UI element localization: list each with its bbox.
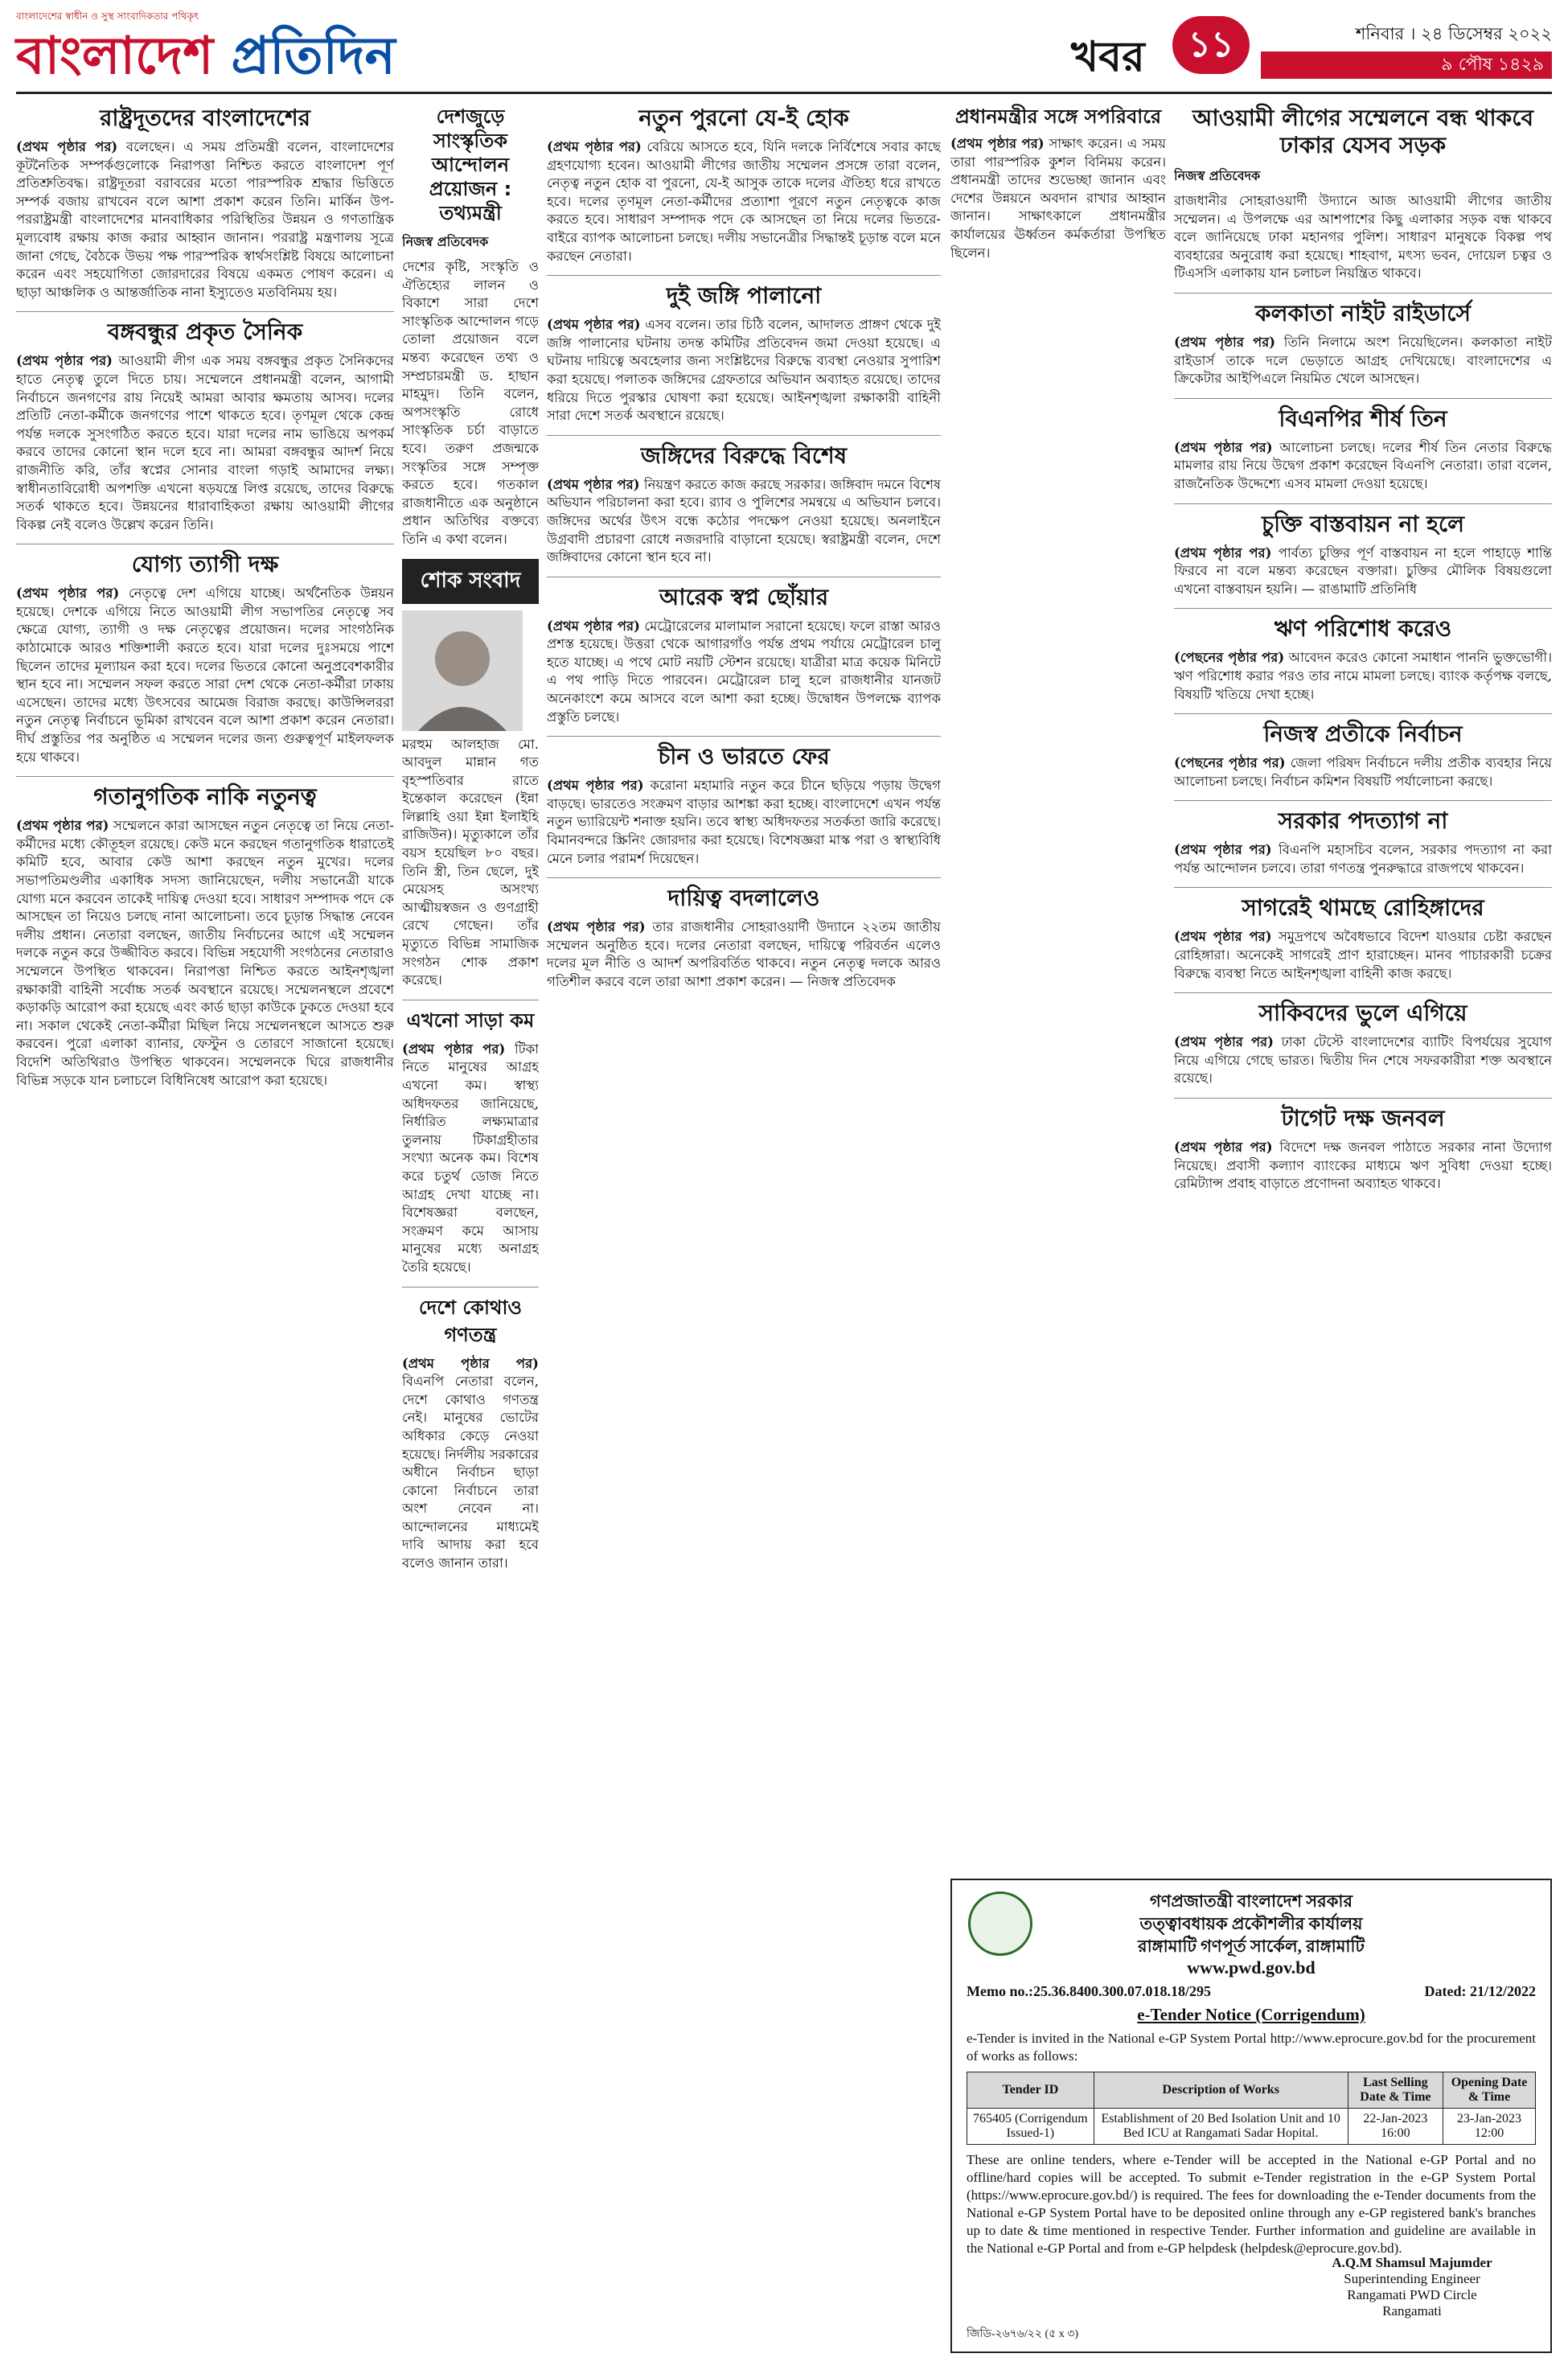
ad-website-link[interactable]: www.pwd.gov.bd — [1187, 1957, 1316, 1978]
th-tender-id: Tender ID — [967, 2072, 1094, 2109]
headline[interactable]: চীন ও ভারতে ফের — [658, 743, 830, 770]
story-bnp-top-three — [1174, 405, 1552, 494]
divider — [16, 311, 394, 312]
headline[interactable]: আরেক স্বপ্ন ছোঁয়ার — [659, 583, 829, 610]
story-body: (প্রথম পৃষ্ঠার পর) ঢাকা টেস্টে বাংলাদেশের ব্যাটিং বিপর্যয়ের সুযোগ নিয়ে এগিয়ে গেছে ভারত। দ্বিতীয় দিন শেষে সফরকারীরা শক্ত অবস্থানে রয়েছে। — [1174, 1034, 1552, 1086]
story-body: (প্রথম পৃষ্ঠার পর) বলেছেন। এ সময় প্রতিমন্ত্রী বলেন, বাংলাদেশের কূটনৈতিক সম্পর্কগুলোকে নিরাপত্তা নিশ্চিত করতে বাংলাদেশ পূর্ণ প্রতিশ্রুতিবদ্ধ। রাষ্ট্রদূতরা বরাবরের মতো পারস্পরিক শ্রদ্ধার ভিত্তিতে সম্পর্ক বজায় রাখবেন বলে আশা প্রকাশ করেন তিনি। মার্কিন উপ-পররাষ্ট্রমন্ত্রী বাংলাদেশের মানবাধিকার পরিস্থিতির উন্নয়ন ও গণতান্ত্রিক মূল্যবোধ রক্ষায় কাজ করার আহ্বান জানান। পররাষ্ট্র মন্ত্রণালয় সূত্রে জানা গেছে, বৈঠকে উভয় পক্ষ পারস্পরিক স্বার্থসংশ্লিষ্ট বিষয়ে আলোচনা করেন এবং সহযোগিতা জোরদারের বিষয়ে একমত পোষণ করেন। এ ছাড়া আঞ্চলিক ও আন্তর্জাতিক নানা ইস্যুতেও মতবিনিময় হয়। — [16, 139, 394, 300]
obituary-photo — [402, 610, 523, 731]
story-body: (প্রথম পৃষ্ঠার পর) তার রাজধানীর সোহরাওয়ার্দী উদ্যানে ২২তম জাতীয় সম্মেলন অনুষ্ঠিত হবে। দলের নেতারা বলছেন, দায়িত্বে পরিবর্তন এলেও দলের মূল নীতি ও আদর্শ অপরিবর্তিত থাকবে। নতুন নেতৃত্ব দলকে আরও গতিশীল করবে বলে তারা আশা প্রকাশ করেন। — নিজস্ব প্রতিবেদক — [547, 919, 941, 989]
table-row — [967, 2109, 1536, 2145]
story-new-or-old — [547, 105, 941, 265]
logo-name: বাংলাদেশ প্রতিদিন — [16, 27, 396, 86]
section-title: খবর — [1071, 33, 1145, 81]
story-body: (প্রথম পৃষ্ঠার পর) নিয়ন্ত্রণ করতে কাজ করছে সরকার। জঙ্গিবাদ দমনে বিশেষ অভিযান পরিচালনা করা হবে। র‌্যাব ও পুলিশের সমন্বয়ে এ অভিযান চলবে। জঙ্গিদের অর্থের উৎস বন্ধে কঠোর পদক্ষেপ নেওয়া হয়েছে। অনলাইনে উগ্রবাদী প্রচারণা রোধে নজরদারি বাড়ানো হয়েছে। স্বরাষ্ট্রমন্ত্রী বলেন, দেশে জঙ্গিবাদের কোনো স্থান হবে না। — [547, 476, 941, 565]
ad-body: These are online tenders, where e-Tender will be accepted in the National e-GP Portal and no offline/hard copies will be accepted. To submit e-Tender registration in the e-GP System Portal (https://www.eprocure.gov.bd/) is required. The fees for downloading the e-Tender documents from the National e-GP System Portal have to be deposited online through any e-GP registered bank's branches up to date & time mentioned in respective Tender. Further information and guideline are available in the National e-GP Portal and from e-GP helpdesk (helpdesk@eprocure.gov.bd). — [967, 2152, 1536, 2256]
story-militants-escape — [547, 282, 941, 425]
headline[interactable]: বিএনপির শীর্ষ তিন — [1279, 405, 1447, 432]
headline[interactable]: আওয়ামী লীগের সম্মেলনে বন্ধ থাকবে ঢাকার যেসব সড়ক — [1192, 105, 1534, 158]
story-body: (প্রথম পৃষ্ঠার পর) সাক্ষাৎ করেন। এ সময় তারা পারস্পরিক কুশল বিনিময় করেন। প্রধানমন্ত্রী তাদের শুভেচ্ছা জানান এবং দেশের উন্নয়নে অবদান রাখার আহ্বান জানান। সাক্ষাৎকালে প্রধানমন্ত্রীর কার্যালয়ের ঊর্ধ্বতন কর্মকর্তারা উপস্থিত ছিলেন। — [950, 136, 1166, 261]
headline[interactable]: সাগরেই থামছে রোহিঙ্গাদের — [1242, 894, 1484, 922]
headline[interactable]: কলকাতা নাইট রাইডার্সে — [1255, 299, 1471, 327]
column-3 — [547, 101, 941, 2353]
story-china-india — [547, 743, 941, 868]
signer-circle: Rangamati PWD Circle — [1347, 2287, 1477, 2302]
divider — [547, 877, 941, 878]
divider — [1174, 398, 1552, 399]
divider — [1174, 503, 1552, 504]
story-body: (পেছনের পৃষ্ঠার পর) জেলা পরিষদ নির্বাচনে দলীয় প্রতীক ব্যবহার নিয়ে আলোচনা চলছে। নির্বাচন কমিশন বিষয়টি পর্যালোচনা করছে। — [1174, 755, 1552, 789]
story-body: (প্রথম পৃষ্ঠার পর) নেতৃত্বে দেশ এগিয়ে যাচ্ছে। অর্থনৈতিক উন্নয়ন হয়েছে। দেশকে এগিয়ে নিতে আওয়ামী লীগ সভাপতির নেতৃত্বে সব ক্ষেত্রে যোগ্য, ত্যাগী ও দক্ষ নেতৃত্বের প্রয়োজন। দলের সাংগঠনিক কাঠামোকে আরও শক্তিশালী করতে হবে। যারা দলের দুঃসময়ে পাশে ছিলেন তাদের মূল্যায়ন করা হবে। দলের ভিতরে কোনো অনুপ্রবেশকারীর স্থান হবে না। সম্মেলন সফল করতে সারা দেশ থেকে নেতা-কর্মীরা ঢাকায় এসেছেন। তাদের মধ্যে উৎসবের আমেজ বিরাজ করছে। কাউন্সিলররা নতুন নেতৃত্ব নির্বাচনে ভূমিকা রাখবেন বলে আশা প্রকাশ করেন নেতারা। দীর্ঘ প্রস্তুতির পর অনুষ্ঠিত এ সম্মেলন দলের জন্য গুরুত্বপূর্ণ মাইলফলক হয়ে থাকবে। — [16, 585, 394, 765]
headline[interactable]: দেশে কোথাও গণতন্ত্র — [418, 1296, 523, 1346]
story-body: (প্রথম পৃষ্ঠার পর) বিদেশে দক্ষ জনবল পাঠাতে সরকার নানা উদ্যোগ নিয়েছে। প্রবাসী কল্যাণ ব্যাংকের মাধ্যমে ঋণ সুবিধা দেওয়া হচ্ছে। রেমিট্যান্স প্রবাহ বাড়াতে প্রণোদনা অব্যাহত থাকবে। — [1174, 1140, 1552, 1192]
divider — [1174, 293, 1552, 294]
headline[interactable]: ঋণ পরিশোধ করেও — [1274, 615, 1452, 643]
bangla-date-bar: ৯ পৌষ ১৪২৯ — [1261, 51, 1552, 79]
td-description: Establishment of 20 Bed Isolation Unit and 10 Bed ICU at Rangamati Sadar Hopital. — [1094, 2109, 1348, 2145]
th-opening: Opening Date & Time — [1443, 2072, 1536, 2109]
ad-intro: e-Tender is invited in the National e-GP System Portal http://www.eprocure.gov.bd for the procurement of works as follows: — [967, 2031, 1536, 2064]
story-road-closures — [1174, 105, 1552, 283]
story-kkr — [1174, 300, 1552, 388]
divider — [1174, 1098, 1552, 1099]
ad-signature-block — [1291, 2255, 1533, 2319]
story-accord-implementation — [1174, 511, 1552, 599]
story-body: (প্রথম পৃষ্ঠার পর) সমুদ্রপথে অবৈধভাবে বিদেশ যাওয়ার চেষ্টা করছেন রোহিঙ্গারা। অনেকেই সাগরেই প্রাণ হারাচ্ছেন। মানব পাচারকারী চক্রের বিরুদ্ধে ব্যবস্থা নিতে আইনশৃঙ্খলা বাহিনী কাজ করছে। — [1174, 929, 1552, 981]
masthead-rule — [16, 92, 1552, 94]
story-body: (প্রথম পৃষ্ঠার পর) বেরিয়ে আসতে হবে, যিনি দলকে নির্বিশেষে সবার কাছে গ্রহণযোগ্য হবেন। আওয়ামী লীগের জাতীয় সম্মেলন প্রসঙ্গে তারা বলেন, নেতৃত্ব নতুন হোক বা পুরনো, যে-ই আসুক তাকে দলের ঐতিহ্য ধরে রাখতে হবে। দলের তৃণমূল নেতা-কর্মীদের প্রত্যাশা পূরণে নতুন নেতৃত্বকে কাজ করতে হবে। সাধারণ সম্পাদক পদে কে আসছেন তা নিয়ে দলের ভিতরে-বাইরে ব্যাপক আলোচনা চলছে। দলীয় সভানেত্রীর সিদ্ধান্তই চূড়ান্ত বলে মনে করছেন নেতারা। — [547, 139, 941, 264]
headline[interactable]: যোগ্য ত্যাগী দক্ষ — [131, 551, 279, 578]
story-against-militants — [547, 442, 941, 567]
story-body: (প্রথম পৃষ্ঠার পর) পার্বত্য চুক্তির পূর্ণ বাস্তবায়ন না হলে পাহাড়ে শান্তি ফিরবে না বলে মন্তব্য করেছেন বক্তারা। চুক্তির মৌলিক বিষয়গুলো এখনো বাস্তবায়ন হয়নি। — রাঙামাটি প্রতিনিধি — [1174, 544, 1552, 597]
byline: নিজস্ব প্রতিবেদক — [402, 234, 489, 249]
headline[interactable]: সরকার পদত্যাগ না — [1278, 807, 1448, 835]
story-body: (প্রথম পৃষ্ঠার পর) বিএনপি মহাসচিব বলেন, সরকার পদত্যাগ না করা পর্যন্ত আন্দোলন চলবে। তারা গণতন্ত্র পুনরুদ্ধারে রাজপথে থাকবেন। — [1174, 842, 1552, 876]
story-responsibility-change — [547, 885, 941, 991]
ad-memo-line — [967, 1983, 1536, 2000]
story-cultural-movement — [402, 105, 539, 549]
story-bangabandhu-soldier — [16, 318, 394, 534]
td-tender-id: 765405 (Corrigendum Issued-1) — [967, 2109, 1094, 2145]
story-body: (প্রথম পৃষ্ঠার পর) এসব বলেন। তার চিঠি বলেন, আদালত প্রাঙ্গণ থেকে দুই জঙ্গি পালানোর ঘটনায় তদন্ত কমিটির প্রতিবেদন জমা দেওয়া হয়েছে। এ ঘটনায় দায়িত্বে অবহেলার জন্য সংশ্লিষ্টদের বিরুদ্ধে ব্যবস্থা নেওয়ার সুপারিশ করা হয়েছে। পলাতক জঙ্গিদের গ্রেফতারে অভিযান অব্যাহত রয়েছে। তাদের ধরিয়ে দিতে পুরস্কার ঘোষণা করা হয়েছে। আইনশৃঙ্খলা রক্ষাকারী বাহিনী সারা দেশে সতর্ক অবস্থানে রয়েছে। — [547, 317, 941, 424]
signer-place: Rangamati — [1382, 2303, 1442, 2319]
divider — [547, 275, 941, 276]
headline[interactable]: নতুন পুরনো যে-ই হোক — [638, 105, 849, 131]
headline[interactable]: চুক্তি বাস্তবায়ন না হলে — [1262, 510, 1464, 537]
divider — [16, 776, 394, 777]
story-ambassadors — [16, 105, 394, 302]
story-body: (প্রথম পৃষ্ঠার পর) তিনি নিলামে অংশ নিয়েছিলেন। কলকাতা নাইট রাইডার্স তাকে দলে ভেড়াতে আগ্রহ দেখিয়েছে। বাংলাদেশের এ ক্রিকেটার আইপিএলে নিয়মিত খেলে আসছেন। — [1174, 334, 1552, 387]
story-body: (প্রথম পৃষ্ঠার পর) টিকা নিতে মানুষের আগ্রহ এখনো কম। স্বাস্থ্য অধিদফতর জানিয়েছে, নির্ধারিত লক্ষ্যমাত্রার তুলনায় টিকাগ্রহীতার সংখ্যা অনেক কম। বিশেষ করে চতুর্থ ডোজ নিতে আগ্রহ দেখা যাচ্ছে না। বিশেষজ্ঞরা বলছেন, সংক্রমণ কমে আসায় মানুষের মধ্যে অনাগ্রহ তৈরি হয়েছে। — [402, 1041, 539, 1275]
signer-name: A.Q.M Shamsul Majumder — [1332, 2255, 1492, 2270]
story-qualified-leaders — [16, 551, 394, 766]
obituary-header: শোক সংবাদ — [402, 559, 539, 604]
memo-date: Dated: 21/12/2022 — [1424, 1983, 1536, 1999]
ad-title: e-Tender Notice (Corrigendum) — [1137, 2005, 1365, 2024]
headline[interactable]: রাষ্ট্রদূতদের বাংলাদেশের — [99, 105, 311, 131]
divider — [1174, 992, 1552, 993]
headline[interactable]: প্রধানমন্ত্রীর সঙ্গে সপরিবারে — [954, 105, 1162, 128]
divider — [1174, 713, 1552, 714]
story-loan-repaid — [1174, 615, 1552, 704]
divider — [547, 736, 941, 737]
story-body: (প্রথম পৃষ্ঠার পর) সম্মেলনে কারা আসছেন নতুন নেতৃত্বে তা নিয়ে নেতা-কর্মীদের মধ্যে কৌতূহল রয়েছে। কেউ মনে করছেন গতানুগতিক ধারাতেই কমিটি হবে, আবার কেউ আশা করছেন নতুন মুখের। দলের সভাপতিমণ্ডলীর একাধিক সদস্য জানিয়েছেন, দলীয় সভানেত্রী যাকে যোগ্য মনে করবেন তাকেই দায়িত্ব দেওয়া হবে। সাধারণ সম্পাদক পদে কে আসছেন তা নিয়েও চলছে নানা আলোচনা। তবে চূড়ান্ত সিদ্ধান্ত নেবেন দলীয় প্রধান। নেতারা বলছেন, জাতীয় নির্বাচনের আগে এই সম্মেলন দলকে নতুন করে উজ্জীবিত করবে। বিভিন্ন সহযোগী সংগঠনের নেতারাও সম্মেলনে উপস্থিত থাকবেন। নিরাপত্তা নিশ্চিত করতে আইনশৃঙ্খলা রক্ষাকারী বাহিনী সর্বোচ্চ সতর্ক অবস্থানে রয়েছে। সম্মেলনস্থলে প্রবেশে কড়াকড়ি আরোপ করা হয়েছে এবং কার্ড ছাড়া কাউকে ঢুকতে দেওয়া হবে না। সকাল থেকেই নেতা-কর্মীরা মিছিল নিয়ে সম্মেলনস্থলে আসতে শুরু করবেন। পুরো এলাকা ব্যানার, ফেস্টুন ও তোরণে সাজানো হয়েছে। বিদেশি অতিথিরাও উপস্থিত থাকবেন। সম্মেলনকে ঘিরে রাজধানীর বিভিন্ন সড়কে যান চলাচলে বিধিনিষেধ আরোপ করা হয়েছে। — [16, 818, 394, 1088]
story-body: (প্রথম পৃষ্ঠার পর) আলোচনা চলছে। দলের শীর্ষ তিন নেতার বিরুদ্ধে মামলার রায় নিয়ে উদ্বেগ প্রকাশ করেছেন বিএনপি নেতারা। তারা বলেন, রাজনৈতিক উদ্দেশ্যে এসব মামলা দেওয়া হয়েছে। — [1174, 439, 1552, 491]
story-own-symbol — [1174, 721, 1552, 791]
tender-notice-ad — [950, 1879, 1552, 2353]
th-last-selling: Last Selling Date & Time — [1348, 2072, 1443, 2109]
story-govt-resign — [1174, 807, 1552, 877]
government-seal-icon — [968, 1891, 1032, 1956]
newspaper-logo[interactable] — [16, 10, 434, 87]
logo-tagline: বাংলাদেশের স্বাধীন ও সুস্থ সাংবাদিকতার পথিকৃৎ — [16, 10, 199, 22]
date-line: শনিবার । ২৪ ডিসেম্বর ২০২২ — [1355, 24, 1552, 43]
story-body: রাজধানীর সোহরাওয়ার্দী উদ্যানে আজ আওয়ামী লীগের জাতীয় সম্মেলন। এ উপলক্ষে এর আশপাশের কিছু এলাকার সড়ক বন্ধ থাকবে বলে জানিয়েছে ঢাকা মহানগর পুলিশ। সাধারণ মানুষকে বিকল্প পথ ব্যবহারের অনুরোধ করা হয়েছে। শাহবাগ, মৎস্য ভবন, দোয়েল চত্বর ও টিএসসি এলাকায় যান চলাচল নিয়ন্ত্রিত থাকবে। — [1174, 193, 1552, 281]
headline[interactable]: দায়িত্ব বদলালেও — [667, 885, 820, 912]
headline[interactable]: সাকিবদের ভুলে এগিয়ে — [1258, 1000, 1467, 1027]
story-body: (প্রথম পৃষ্ঠার পর) আওয়ামী লীগ এক সময় বঙ্গবন্ধুর প্রকৃত সৈনিকদের হাতে নেতৃত্ব তুলে দিতে চায়। সম্মেলনে প্রধানমন্ত্রী বলেন, আগামী নির্বাচনে জনগণের রায় নিয়েই আমরা আবার ক্ষমতায় আসব। দলের প্রতিটি নেতা-কর্মীকে জনগণের পাশে থাকতে হবে। তৃণমূল থেকে কেন্দ্র পর্যন্ত দলকে সুসংগঠিত করতে হবে। যারা দলের নাম ভাঙিয়ে অপকর্ম করবে তাদের কোনো স্থান দলে হবে না। আমরা বঙ্গবন্ধুর আদর্শ নিয়ে রাজনীতি করি, তাঁর স্বপ্নের সোনার বাংলা গড়াই আমাদের লক্ষ্য। স্বাধীনতাবিরোধী অপশক্তি এখনো ষড়যন্ত্রে লিপ্ত রয়েছে, তাদের বিরুদ্ধে সতর্ক থাকতে হবে। উন্নয়নের ধারাবাহিকতা রক্ষায় আওয়ামী লীগের বিকল্প নেই বলেও উল্লেখ করেন তিনি। — [16, 353, 394, 532]
story-body: (প্রথম পৃষ্ঠার পর) বিএনপি নেতারা বলেন, দেশে কোথাও গণতন্ত্র নেই। মানুষের ভোটের অধিকার কেড়ে নেওয়া হয়েছে। নির্দলীয় সরকারের অধীনে নির্বাচন ছাড়া কোনো নির্বাচনে তারা অংশ নেবেন না। আন্দোলনের মাধ্যমেই দাবি আদায় করা হবে বলেও জানান তারা। — [402, 1355, 539, 1571]
story-body: দেশের কৃষ্টি, সংস্কৃতি ও ঐতিহ্যের লালন ও বিকাশে সারা দেশে সাংস্কৃতিক আন্দোলন গড়ে তোলা প্রয়োজন বলে মন্তব্য করেছেন তথ্য ও সম্প্রচারমন্ত্রী ড. হাছান মাহমুদ। তিনি বলেন, অপসংস্কৃতি রোধে সাংস্কৃতিক চর্চা বাড়াতে হবে। তরুণ প্রজন্মকে সংস্কৃতির সঙ্গে সম্পৃক্ত করতে হবে। গতকাল রাজধানীতে এক অনুষ্ঠানে প্রধান অতিথির বক্তব্যে তিনি এ কথা বলেন। — [402, 259, 539, 547]
tender-table — [967, 2072, 1536, 2145]
column-2 — [402, 101, 539, 2353]
memo-number: Memo no.:25.36.8400.300.07.018.18/295 — [967, 1983, 1211, 1999]
headline[interactable]: টাগেট দক্ষ জনবল — [1281, 1105, 1445, 1132]
page-number-badge: ১১ — [1172, 16, 1250, 74]
ad-govt: গণপ্রজাতন্ত্রী বাংলাদেশ সরকার — [1149, 1891, 1353, 1911]
headline[interactable]: জঙ্গিদের বিরুদ্ধে বিশেষ — [640, 442, 848, 469]
story-shakib-mistakes — [1174, 1000, 1552, 1088]
divider — [1174, 800, 1552, 801]
ad-gd-number: জিডি-২৬৭৬/২২ (৫ x ৩) — [967, 2328, 1079, 2340]
story-another-dream — [547, 584, 941, 727]
divider — [1174, 608, 1552, 609]
headline[interactable]: এখনো সাড়া কম — [406, 1008, 535, 1032]
column-1 — [16, 101, 394, 2353]
ad-office: তত্ত্বাবধায়ক প্রকৌশলীর কার্যালয় — [1139, 1914, 1363, 1933]
headline[interactable]: দুই জঙ্গি পালানো — [666, 282, 822, 310]
story-body: (প্রথম পৃষ্ঠার পর) মেট্রোরেলের মালামাল সরানো হয়েছে। ফলে রাস্তা আরও প্রশস্ত হয়েছে। উত্তরা থেকে আগারগাঁও পর্যন্ত প্রথম পর্যায়ে মেট্রোরেল চালু হতে যাচ্ছে। এ পথে মোট নয়টি স্টেশন রয়েছে। যাত্রীরা মাত্র কয়েক মিনিটে এ পথ পাড়ি দিতে পারবেন। মেট্রোরেল চালু হলে রাজধানীর যানজট অনেকাংশে কমে আসবে বলে আশা করা হচ্ছে। উদ্বোধন উপলক্ষে ব্যাপক প্রস্তুতি চলছে। — [547, 618, 941, 725]
story-body: (পেছনের পৃষ্ঠার পর) আবেদন করেও কোনো সমাধান পাননি ভুক্তভোগী। ঋণ পরিশোধ করার পরও তার নামে মামলা চলছে। ব্যাংক কর্তৃপক্ষ বলছে, বিষয়টি খতিয়ে দেখা হচ্ছে। — [1174, 650, 1552, 702]
headline[interactable]: গতানুগতিক নাকি নতুনত্ব — [93, 783, 317, 811]
divider — [1174, 887, 1552, 888]
story-democracy — [402, 1294, 539, 1573]
obituary-body: মরহুম আলহাজ মো. আবদুল মান্নান গত বৃহস্পতিবার রাতে ইন্তেকাল করেছেন (ইন্না লিল্লাহি ওয়া ইন্না ইলাইহি রাজিউন)। মৃত্যুকালে তাঁর বয়স হয়েছিল ৮০ বছর। তিনি স্ত্রী, তিন ছেলে, দুই মেয়েসহ অসংখ্য আত্মীয়স্বজন ও গুণগ্রাহী রেখে গেছেন। তাঁর মৃত্যুতে বিভিন্ন সামাজিক সংগঠন শোক প্রকাশ করেছে। — [402, 736, 539, 988]
story-body: (প্রথম পৃষ্ঠার পর) করোনা মহামারি নতুন করে চীনে ছড়িয়ে পড়ায় উদ্বেগ বাড়ছে। ভারতেও সংক্রমণ বাড়ার আশঙ্কা করা হচ্ছে। বাংলাদেশে এখন পর্যন্ত নতুন ভ্যারিয়েন্ট শনাক্ত হয়নি। তবে স্বাস্থ্য অধিদফতর সতর্কতা জারি করেছে। বিমানবন্দরে স্ক্রিনিং জোরদার করা হয়েছে। বিশেষজ্ঞরা মাস্ক পরা ও স্বাস্থ্যবিধি মেনে চলার পরামর্শ দিয়েছেন। — [547, 778, 941, 866]
story-pm-family — [950, 105, 1166, 262]
story-skilled-manpower — [1174, 1105, 1552, 1193]
signer-title: Superintending Engineer — [1344, 2271, 1480, 2286]
byline: নিজস্ব প্রতিবেদক — [1174, 168, 1261, 183]
story-rohingya — [1174, 894, 1552, 983]
td-opening: 23-Jan-2023 12:00 — [1443, 2109, 1536, 2145]
masthead — [16, 10, 1552, 90]
td-last-selling: 22-Jan-2023 16:00 — [1348, 2109, 1443, 2145]
divider — [402, 1287, 539, 1288]
divider — [547, 435, 941, 436]
ad-circle: রাঙ্গামাটি গণপূর্ত সার্কেল, রাঙ্গামাটি — [1138, 1937, 1365, 1956]
table-header-row — [967, 2072, 1536, 2109]
headline[interactable]: নিজস্ব প্রতীকে নির্বাচন — [1263, 721, 1463, 748]
headline[interactable]: দেশজুড়ে সাংস্কৃতিক আন্দোলন প্রয়োজন : তথ্যমন্ত্রী — [429, 105, 512, 224]
column-4 — [950, 101, 1166, 1066]
story-low-response — [402, 1007, 539, 1277]
obituary — [402, 610, 539, 990]
th-description: Description of Works — [1094, 2072, 1348, 2109]
column-5 — [1174, 101, 1552, 1871]
story-conventional-or-new — [16, 783, 394, 1090]
headline[interactable]: বঙ্গবন্ধুর প্রকৃত সৈনিক — [107, 318, 303, 346]
